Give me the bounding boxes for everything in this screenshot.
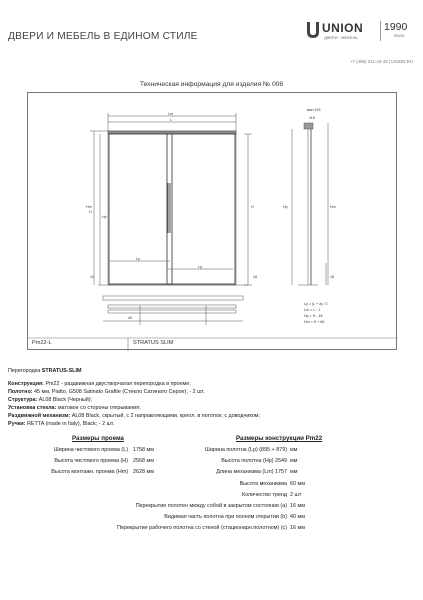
construction-title: Размеры конструкции Pm22 (236, 435, 323, 442)
door-panel-left (109, 134, 172, 284)
label-18: 18 (253, 275, 257, 279)
header-title: ДВЕРИ И МЕБЕЛЬ В ЕДИНОМ СТИЛЕ (8, 31, 198, 42)
table-row: Ширина чистового проема (L) 1758 мм (53, 447, 154, 453)
table-row: Ширина полотна (Lp) (895 + 879) мм (204, 447, 298, 453)
construction-table (0, 445, 423, 535)
spec-heading (8, 368, 81, 374)
plan-wall (103, 296, 243, 300)
drawing-title: Техническая информация для изделия № 008 (139, 81, 284, 88)
label-l: L (170, 118, 172, 122)
spec-line: Ручки: RETTA (made in Italy), Black; - 2 шт. (8, 420, 115, 427)
drawing-svg (28, 93, 398, 351)
door-panel-right (167, 134, 235, 284)
formula-1: Lp = (L + a) / 2 (304, 302, 328, 306)
table-row: Высота монтажн. проема (Hm) 2628 мм (51, 469, 154, 476)
spec-heading-prefix: Перегородка (8, 368, 42, 374)
label-top-dim: мин.193 (307, 108, 321, 112)
table-row: Перекрытие полотен между собой в закрытом состоянии (a) 16 мм (135, 502, 305, 509)
label-lp-left: Lp (136, 257, 140, 261)
label-hp: Hp (102, 215, 107, 219)
plan-panel-b (108, 310, 236, 313)
opening-title: Размеры проема (72, 435, 124, 442)
table-row: Высота чистового проема (H) 2568 мм (54, 458, 154, 465)
logo-since: SINCE (394, 34, 405, 38)
union-logo (306, 19, 416, 45)
table-row: Высота полотна (Hp) 2549 мм (221, 458, 298, 465)
label-section-18: 18 (330, 275, 334, 279)
technical-drawing (27, 92, 397, 350)
label-lp-right: Lp (198, 265, 202, 269)
label-10: 10 (90, 275, 94, 279)
label-h: H (89, 210, 92, 214)
spec-list (8, 381, 260, 429)
table-row: Длина механизма (Lm) 1757 мм (216, 469, 298, 476)
spec-line: Установка стекла: матовое со стороны открывания; (8, 404, 141, 411)
formula-4: Hm = H + 60 (304, 320, 325, 324)
logo-subtitle: ДВЕРИ · МЕБЕЛЬ (324, 35, 358, 40)
model-name: STRATUS SLIM (133, 340, 174, 346)
model-code: Pm22-L (32, 340, 52, 346)
formula-2: Lm = L - 1 (304, 308, 321, 312)
spec-heading-model: STRATUS-SLIM (41, 368, 82, 374)
table-row: Высота механизма 60 мм (239, 480, 305, 487)
label-45: 45 (128, 316, 132, 320)
section-rail (304, 123, 313, 129)
spec-line: Структура: AL08 Black (Черный); (8, 396, 93, 403)
logo-text: UNION (322, 21, 364, 35)
spec-line: Конструкция: Pm22 - раздвижная двустворчатая перегородка в проеме; (8, 381, 191, 387)
label-hm: Hm (86, 205, 92, 209)
table-row: Перекрытие рабочего полотна со стеной (стационарн.полотном) (c) 16 мм (117, 525, 305, 532)
logo-divider (380, 21, 381, 41)
label-section-hm: Hm (330, 205, 336, 209)
spec-line: Раздвижной механизм: AL08 Black, скрытый, с 2 направляющими, крепл. в потолок; с доводчиком; (8, 412, 260, 419)
table-row: Видимая часть полотна при полном открытии (b) 40 мм (164, 514, 305, 521)
title-block (27, 337, 397, 350)
header-contacts[interactable]: +7 (495) 221-43-43 | UNION.RU (349, 59, 413, 64)
label-top-dim2: 116 (309, 116, 315, 120)
label-section-hp: Hp (283, 205, 288, 209)
plan-panel-a (108, 305, 236, 308)
union-logo-mark-icon (306, 21, 320, 39)
logo-year: 1990 (384, 21, 408, 33)
label-h-right: H (251, 205, 254, 209)
spec-line: Полотно: 45 мм, Piatto, G508 Satinato Grafite (Стекло Сатинато Серое); - 2 шт. (8, 388, 205, 395)
table-row: Количество тренд 2 шт (241, 491, 302, 498)
formula-3: Hp = H - 18 (304, 314, 323, 318)
label-lm: Lm (168, 112, 173, 116)
